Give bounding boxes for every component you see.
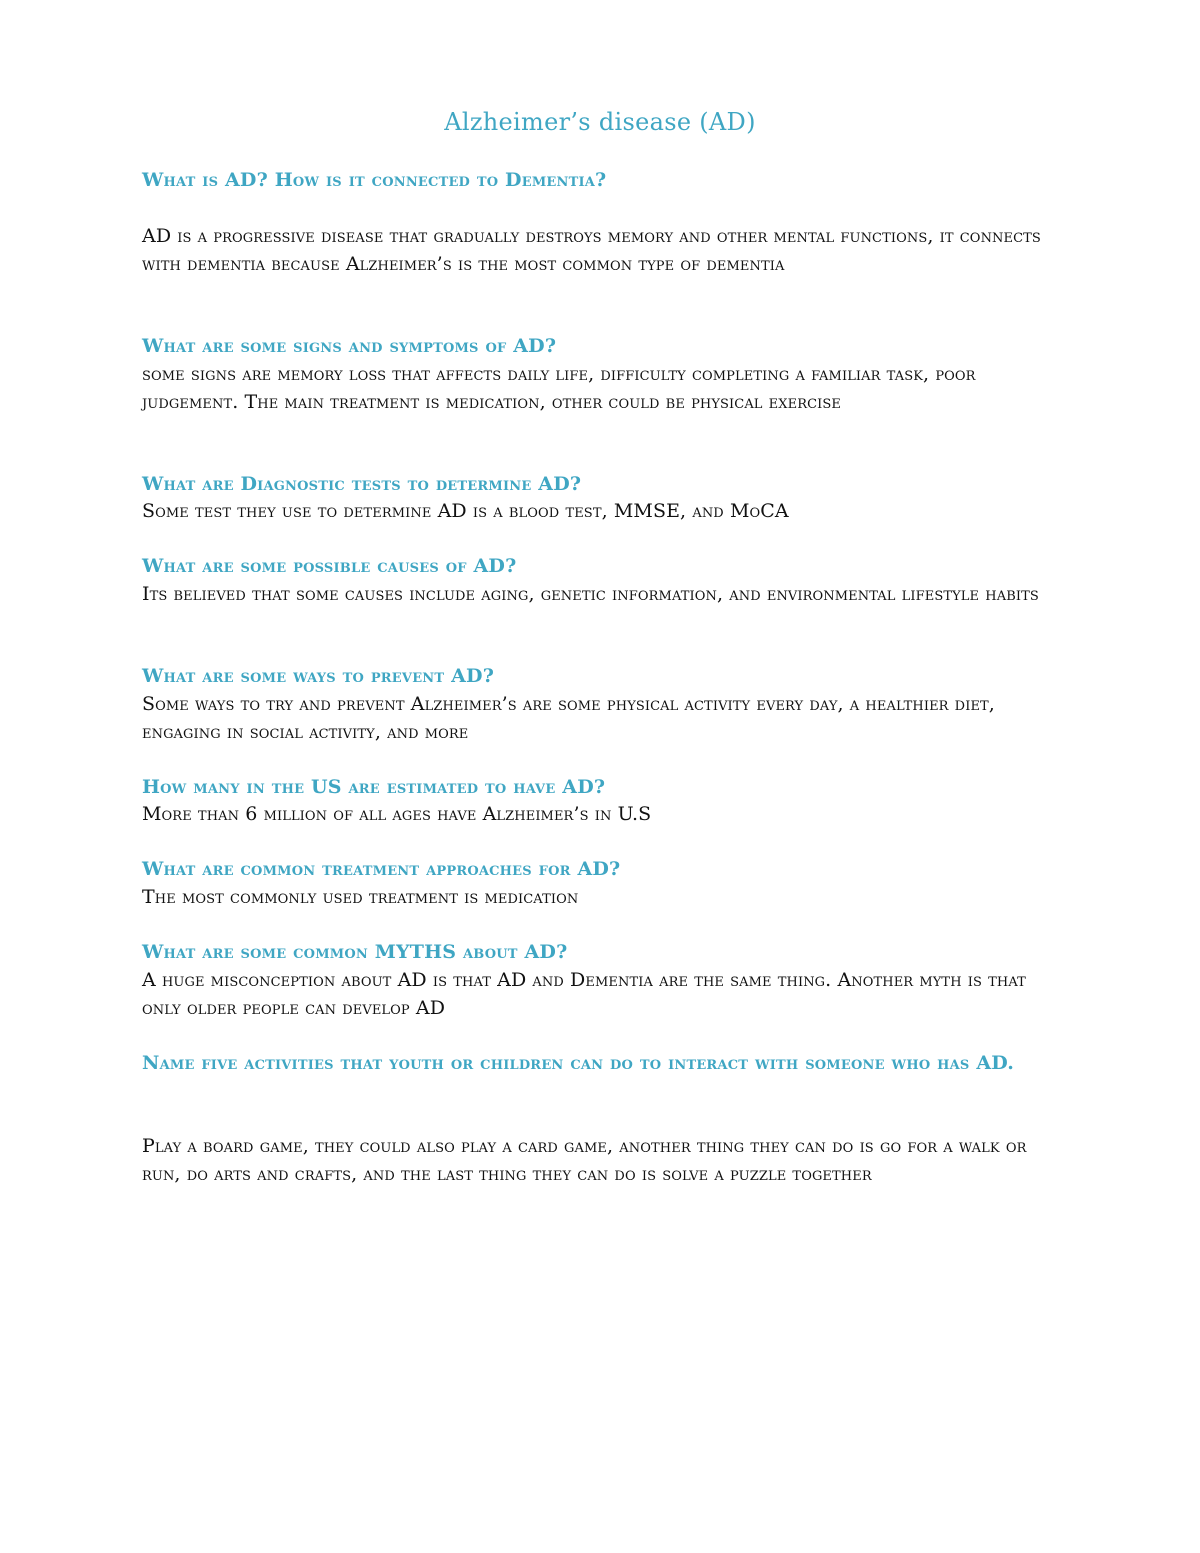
question-heading: What is AD? How is it connected to Dementia? — [142, 169, 607, 191]
question-heading: What are some ways to prevent AD? — [142, 665, 495, 687]
answer-text: Play a board game, they could also play a card game, another thing they can do is go for a walk or run, do arts and crafts, and the last thing they can do is solve a puzzle together — [142, 1135, 1027, 1185]
answer-text: Some ways to try and prevent Alzheimer’s are some physical activity every day, a healthier diet, engaging in social activity, and more — [142, 693, 995, 743]
answer-text: Some test they use to determine AD is a blood test, MMSE, and MoCA — [142, 500, 789, 522]
answer-text: More than 6 million of all ages have Alzheimer’s in U.S — [142, 803, 652, 825]
question-heading: Name five activities that youth or children can do to interact with someone who has AD. — [142, 1052, 1015, 1074]
question-heading: What are common treatment approaches for AD? — [142, 858, 621, 880]
question-heading: What are some signs and symptoms of AD? — [142, 335, 557, 357]
question-heading: What are Diagnostic tests to determine AD? — [142, 473, 582, 495]
answer-text: The most commonly used treatment is medication — [142, 886, 579, 908]
answer-text: A huge misconception about AD is that AD and Dementia are the same thing. Another myth is that only older people can develop AD — [142, 969, 1026, 1019]
question-heading: What are some common MYTHS about AD? — [142, 941, 568, 963]
document-title: Alzheimer’s disease (AD) — [444, 108, 756, 136]
answer-text: AD is a progressive disease that gradually destroys memory and other mental functions, it connects with dementia because Alzheimer’s is the most common type of dementia — [142, 225, 1041, 275]
answer-text: some signs are memory loss that affects daily life, difficulty completing a familiar task, poor judgement. The main treatment is medication, other could be physical exercise — [142, 363, 976, 413]
question-heading: How many in the US are estimated to have AD? — [142, 776, 606, 798]
question-heading: What are some possible causes of AD? — [142, 555, 517, 577]
answer-text: Its believed that some causes include aging, genetic information, and environmental lifestyle habits — [142, 583, 1039, 605]
